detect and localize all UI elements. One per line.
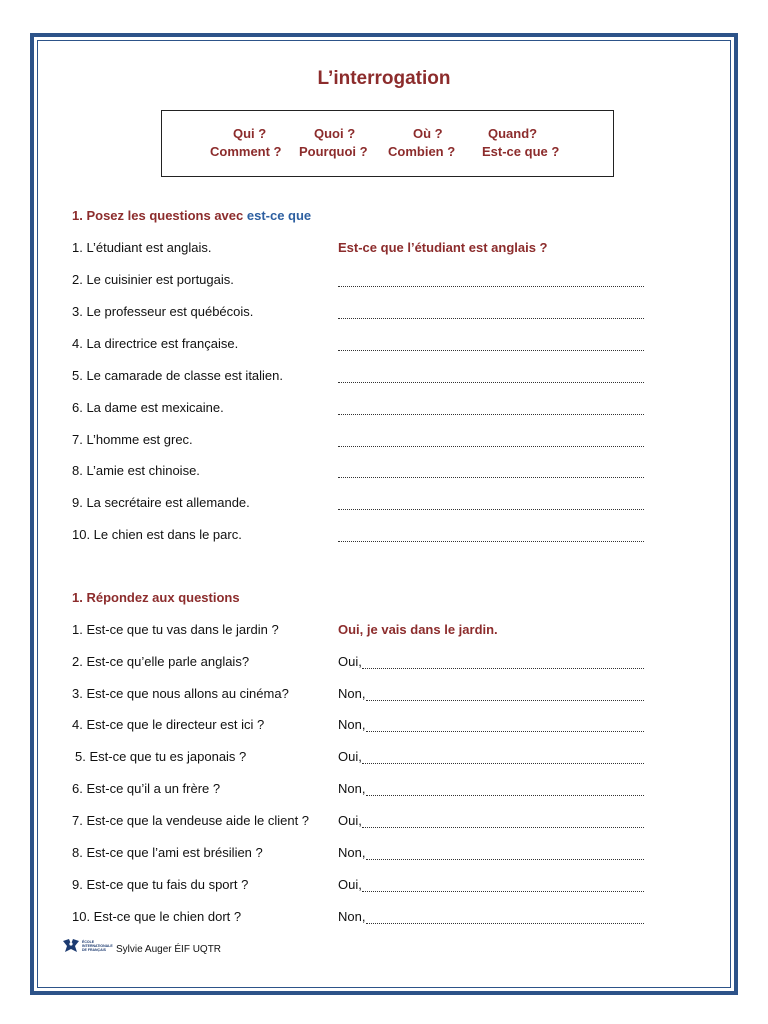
answer-prefix: Oui,: [338, 749, 362, 764]
answer-blank: [338, 372, 644, 383]
section1-heading: 1. Posez les questions avec est-ce que: [72, 208, 312, 223]
answer-blank: [362, 881, 644, 892]
exercise1-statement: 8. L’amie est chinoise.: [72, 463, 200, 478]
answer-prefix: Non,: [338, 781, 366, 796]
question-word: Où ?: [413, 126, 443, 141]
logo-text: ÉCOLE INTERNATIONALE DE FRANÇAIS: [82, 940, 113, 952]
exercise2-example-answer: Oui, je vais dans le jardin.: [338, 622, 498, 637]
question-word: Pourquoi ?: [299, 144, 368, 159]
answer-blank: [338, 276, 644, 287]
exercise1-statement: 7. L’homme est grec.: [72, 432, 193, 447]
eif-logo-icon: [62, 938, 80, 959]
exercise2-row: [0, 686, 768, 706]
section2-heading: 1. Répondez aux questions: [72, 590, 240, 605]
answer-blank: [338, 499, 644, 510]
exercise2-question: 2. Est-ce qu’elle parle anglais?: [72, 654, 250, 669]
exercise2-question: 10. Est-ce que le chien dort ?: [72, 909, 242, 924]
answer-blank: [338, 436, 644, 447]
question-word: Combien ?: [388, 144, 456, 159]
question-word: Qui ?: [233, 126, 267, 141]
exercise1-row: [0, 495, 768, 515]
answer-prefix: Non,: [338, 717, 366, 732]
answer-prefix: Non,: [338, 686, 366, 701]
exercise2-question: 8. Est-ce que l’ami est brésilien ?: [72, 845, 263, 860]
answer-blank: [338, 308, 644, 319]
exercise1-row: [0, 272, 768, 292]
exercise1-row: [0, 336, 768, 356]
question-words-box: [161, 110, 614, 177]
exercise2-question: 1. Est-ce que tu vas dans le jardin ?: [72, 622, 279, 637]
exercise1-statement: 5. Le camarade de classe est italien.: [72, 368, 284, 383]
answer-blank: [362, 817, 644, 828]
answer-blank: [338, 340, 644, 351]
exercise2-question: 9. Est-ce que tu fais du sport ?: [72, 877, 249, 892]
answer-blank: [338, 467, 644, 478]
exercise2-row: [0, 877, 768, 897]
exercise2-row: [0, 749, 768, 769]
exercise1-statement: 2. Le cuisinier est portugais.: [72, 272, 234, 287]
exercise2-row: [0, 813, 768, 833]
section1-heading-highlight: est-ce que: [246, 208, 312, 223]
exercise1-row: [0, 527, 768, 547]
answer-prefix: Oui,: [338, 813, 362, 828]
exercise2-row: [0, 622, 768, 642]
answer-blank: [366, 913, 644, 924]
answer-prefix: Non,: [338, 909, 366, 924]
exercise1-row: [0, 304, 768, 324]
answer-blank: [366, 785, 644, 796]
exercise1-statement: 1. L’étudiant est anglais.: [72, 240, 212, 255]
exercise2-question: 6. Est-ce qu’il a un frère ?: [72, 781, 221, 796]
question-word: Quoi ?: [314, 126, 356, 141]
exercise1-row: [0, 240, 768, 260]
exercise1-row: [0, 368, 768, 388]
exercise1-statement: 3. Le professeur est québécois.: [72, 304, 254, 319]
answer-blank: [366, 849, 644, 860]
exercise2-row: [0, 717, 768, 737]
exercise2-question: 5. Est-ce que tu es japonais ?: [75, 749, 247, 764]
question-word: Est-ce que ?: [482, 144, 560, 159]
answer-prefix: Oui,: [338, 654, 362, 669]
exercise2-question: 3. Est-ce que nous allons au cinéma?: [72, 686, 289, 701]
exercise1-row: [0, 400, 768, 420]
exercise2-row: [0, 654, 768, 674]
answer-prefix: Non,: [338, 845, 366, 860]
question-word: Quand?: [488, 126, 538, 141]
exercise1-row: [0, 432, 768, 452]
answer-blank: [362, 658, 644, 669]
answer-blank: [362, 753, 644, 764]
exercise1-statement: 6. La dame est mexicaine.: [72, 400, 224, 415]
exercise2-row: [0, 781, 768, 801]
exercise2-row: [0, 845, 768, 865]
exercise1-row: [0, 463, 768, 483]
exercise1-statement: 4. La directrice est française.: [72, 336, 239, 351]
answer-blank: [366, 721, 644, 732]
exercise1-example-answer: Est-ce que l’étudiant est anglais ?: [338, 240, 548, 255]
footer-credit: Sylvie Auger ÉIF UQTR: [116, 944, 222, 955]
answer-blank: [338, 404, 644, 415]
exercise1-statement: 9. La secrétaire est allemande.: [72, 495, 250, 510]
answer-blank: [338, 531, 644, 542]
page-title: L’interrogation: [317, 68, 451, 89]
exercise2-question: 4. Est-ce que le directeur est ici ?: [72, 717, 265, 732]
exercise1-statement: 10. Le chien est dans le parc.: [72, 527, 242, 542]
exercise2-row: [0, 909, 768, 929]
answer-prefix: Oui,: [338, 877, 362, 892]
exercise2-question: 7. Est-ce que la vendeuse aide le client ?: [72, 813, 310, 828]
question-word: Comment ?: [210, 144, 282, 159]
answer-blank: [366, 690, 644, 701]
